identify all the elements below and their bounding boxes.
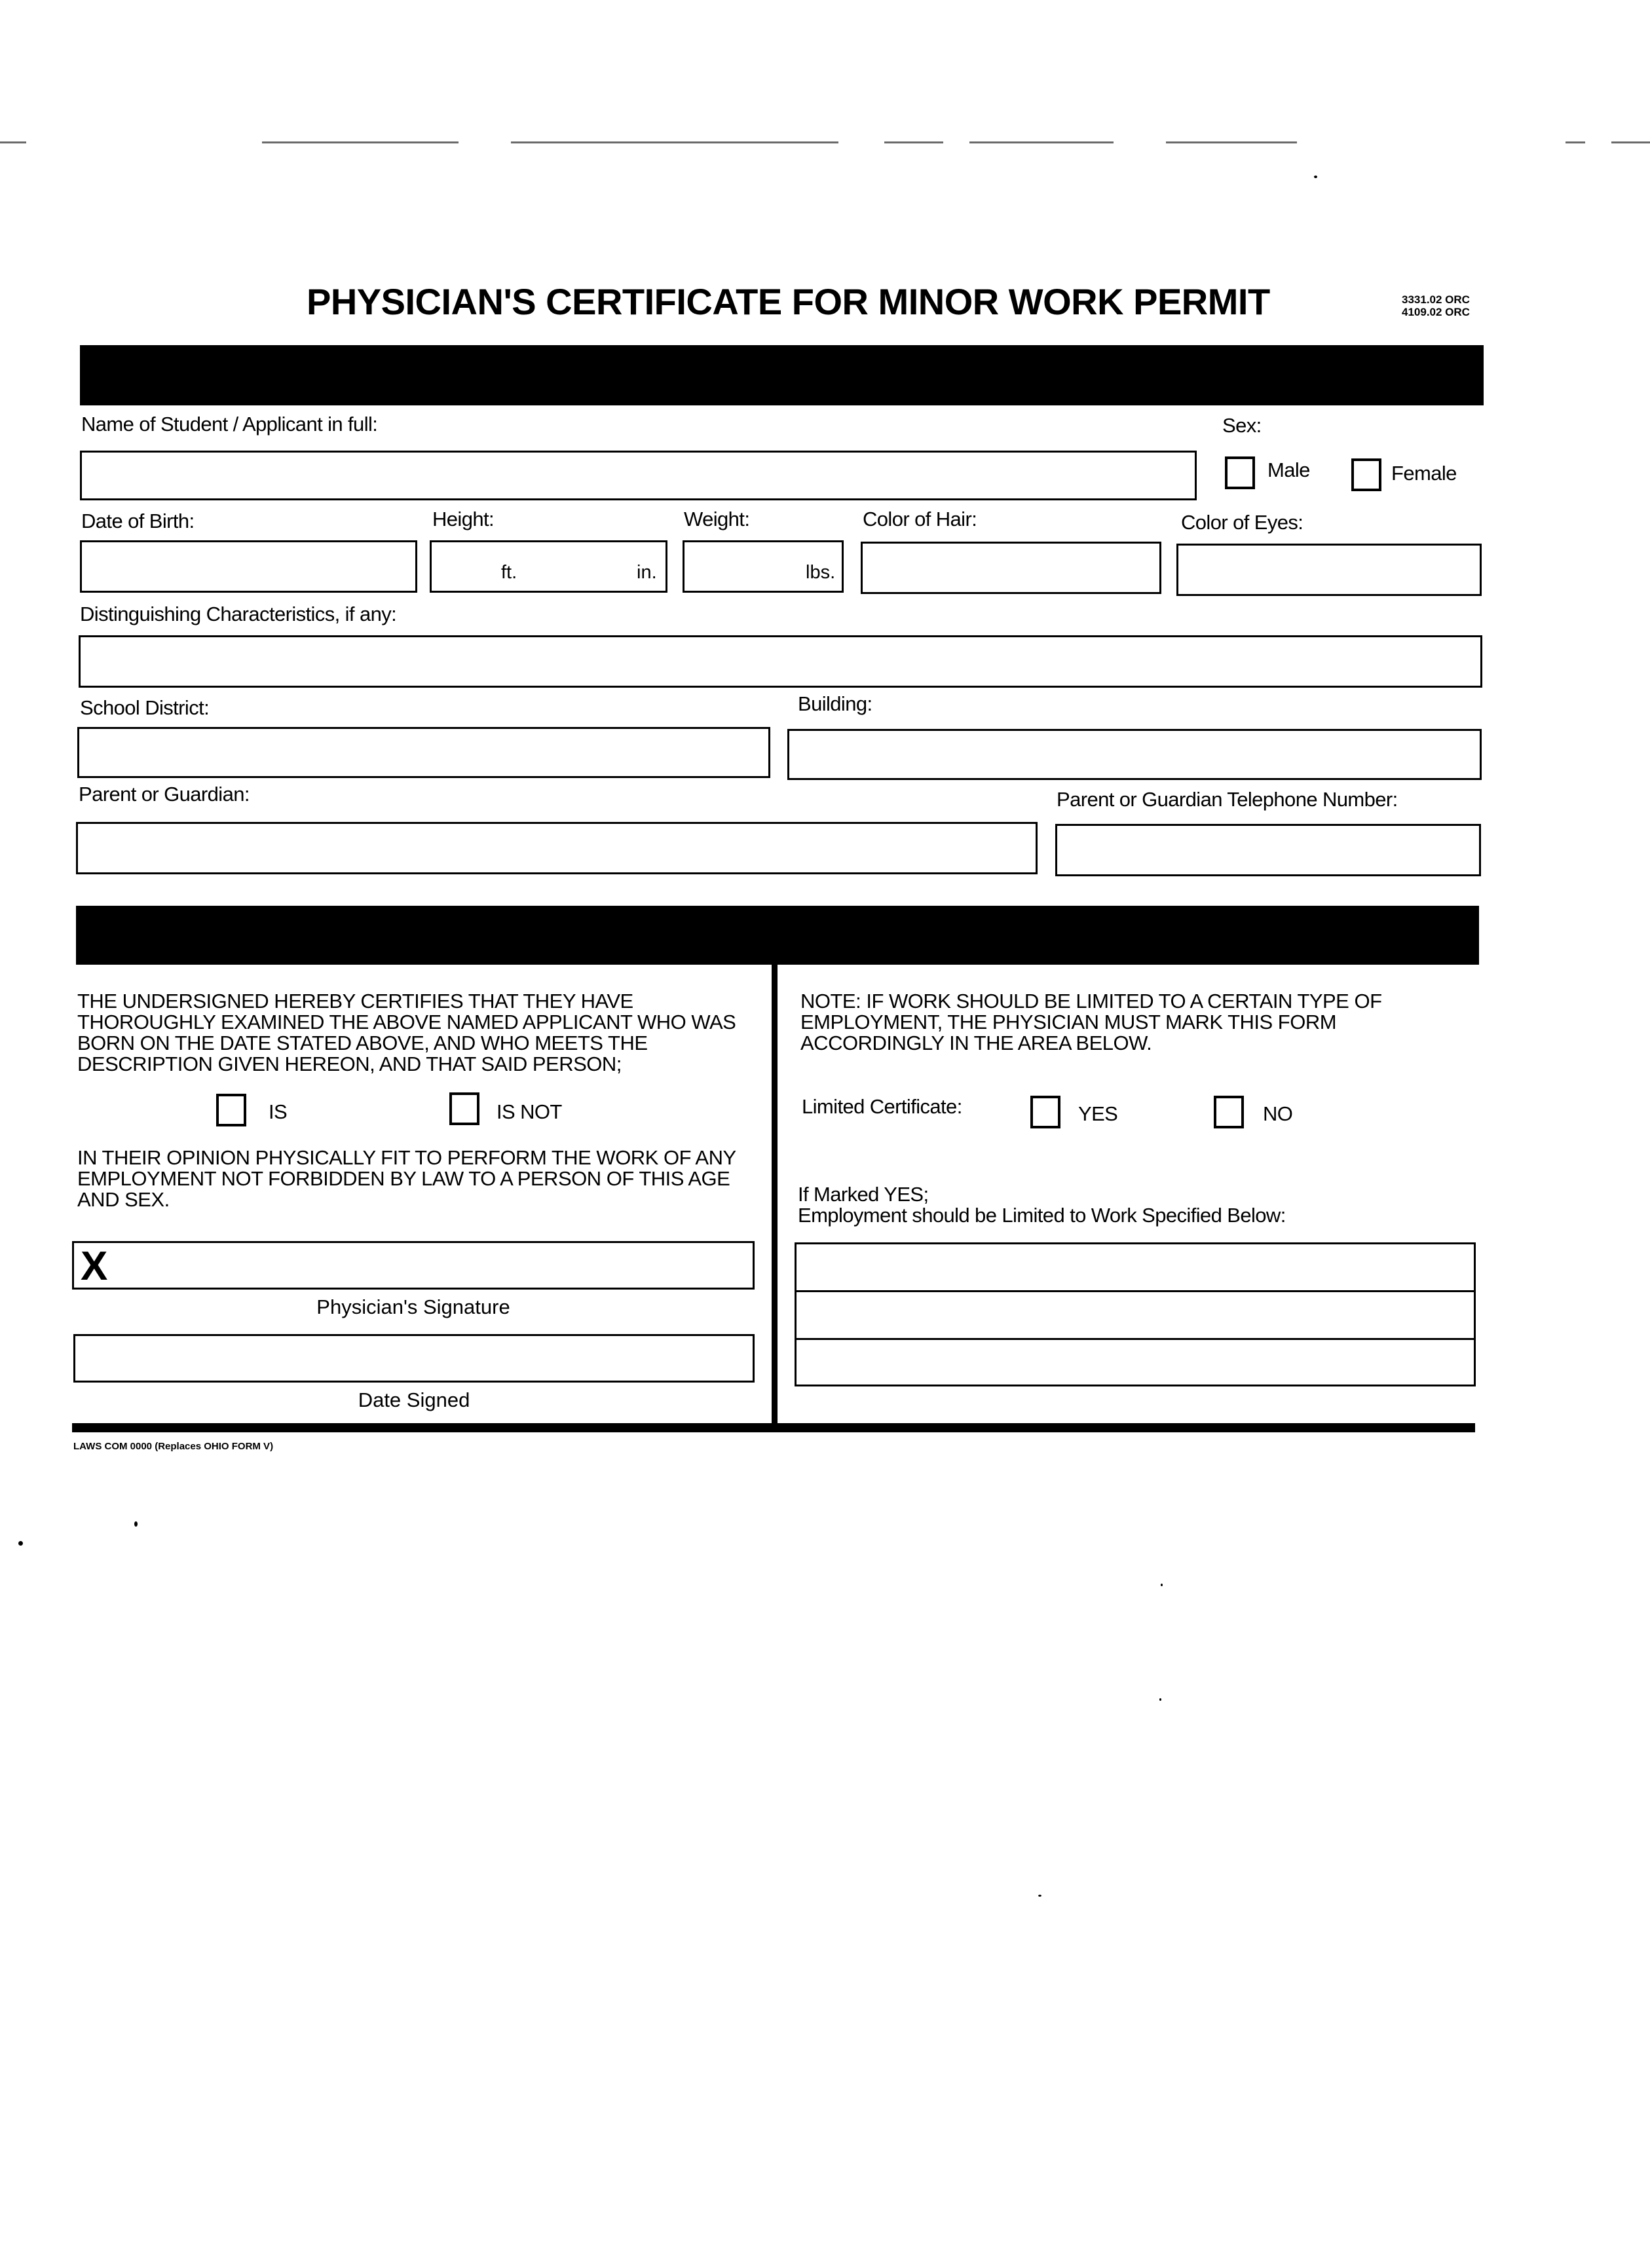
scan-artifact <box>884 141 943 143</box>
female-checkbox[interactable] <box>1351 458 1381 491</box>
guardian-label: Parent or Guardian: <box>79 783 250 806</box>
statute-code: 4109.02 ORC <box>1402 306 1470 318</box>
is-not-label: IS NOT <box>497 1100 562 1123</box>
eyes-field[interactable] <box>1176 544 1482 596</box>
date-signed-caption: Date Signed <box>358 1388 470 1411</box>
signature-field[interactable] <box>72 1241 755 1290</box>
height-field[interactable] <box>430 540 667 593</box>
signature-caption: Physician's Signature <box>316 1295 510 1318</box>
work-specification-line-2[interactable] <box>797 1292 1474 1338</box>
guardian-phone-label: Parent or Guardian Telephone Number: <box>1057 788 1398 811</box>
limitation-note: NOTE: IF WORK SHOULD BE LIMITED TO A CERTAIN TYPE OF EMPLOYMENT, THE PHYSICIAN MUST MARK THIS FORM ACCORDINGLY IN THE AREA BELOW. <box>800 990 1382 1054</box>
scan-artifact <box>1566 141 1585 143</box>
section-header-bar <box>76 906 1479 965</box>
dob-field[interactable] <box>80 540 417 593</box>
scan-speck <box>1161 1584 1163 1586</box>
building-field[interactable] <box>787 729 1482 780</box>
bottom-rule <box>72 1423 1475 1432</box>
scan-artifact <box>1166 141 1297 143</box>
no-checkbox[interactable] <box>1214 1096 1244 1128</box>
is-not-checkbox[interactable] <box>449 1092 479 1125</box>
scan-artifact <box>1611 141 1650 143</box>
male-checkbox[interactable] <box>1225 456 1255 489</box>
form-title: PHYSICIAN'S CERTIFICATE FOR MINOR WORK PERMIT <box>307 281 1270 322</box>
employment-limit-label: Employment should be Limited to Work Specified Below: <box>798 1204 1286 1227</box>
dob-label: Date of Birth: <box>81 510 195 532</box>
weight-unit: lbs. <box>806 562 836 583</box>
male-label: Male <box>1267 458 1310 481</box>
scan-speck <box>1314 176 1317 178</box>
fitness-opinion: IN THEIR OPINION PHYSICALLY FIT TO PERFORM THE WORK OF ANY EMPLOYMENT NOT FORBIDDEN BY LAW TO A PERSON OF THIS AGE AND SEX. <box>77 1146 736 1211</box>
building-label: Building: <box>798 692 872 715</box>
name-label: Name of Student / Applicant in full: <box>81 413 378 436</box>
column-divider <box>772 965 778 1426</box>
guardian-field[interactable] <box>76 822 1038 874</box>
height-label: Height: <box>432 508 495 530</box>
scan-speck <box>1038 1895 1041 1897</box>
work-specification-line-3[interactable] <box>797 1340 1474 1385</box>
scan-artifact <box>511 141 838 143</box>
inches-unit: in. <box>637 562 657 583</box>
hair-label: Color of Hair: <box>863 508 977 530</box>
name-field[interactable] <box>80 451 1197 500</box>
if-marked-label: If Marked YES; <box>798 1183 929 1206</box>
hair-field[interactable] <box>861 542 1161 594</box>
district-field[interactable] <box>77 727 770 778</box>
is-checkbox[interactable] <box>216 1094 246 1126</box>
yes-label: YES <box>1078 1102 1118 1125</box>
form-id: LAWS COM 0000 (Replaces OHIO FORM V) <box>73 1441 274 1452</box>
section-header-bar <box>80 345 1484 405</box>
feet-unit: ft. <box>501 562 517 583</box>
characteristics-label: Distinguishing Characteristics, if any: <box>80 603 397 625</box>
scan-speck <box>134 1521 138 1527</box>
weight-label: Weight: <box>684 508 750 530</box>
guardian-phone-field[interactable] <box>1055 824 1481 876</box>
is-label: IS <box>269 1100 288 1123</box>
scan-artifact <box>262 141 459 143</box>
female-label: Female <box>1391 462 1457 485</box>
signature-x-mark: X <box>81 1244 108 1289</box>
work-specification-line-1[interactable] <box>797 1244 1474 1290</box>
limited-certificate-label: Limited Certificate: <box>802 1095 962 1118</box>
certification-statement: THE UNDERSIGNED HEREBY CERTIFIES THAT THEY HAVE THOROUGHLY EXAMINED THE ABOVE NAMED APPLICANT WHO WAS BORN ON THE DATE STATED ABOVE, AND WHO MEETS THE DESCRIPTION GIVEN HEREON, AND THAT SAID PERSON; <box>77 990 736 1075</box>
characteristics-field[interactable] <box>79 635 1482 688</box>
district-label: School District: <box>80 696 210 719</box>
eyes-label: Color of Eyes: <box>1181 511 1303 534</box>
date-signed-field[interactable] <box>73 1334 755 1383</box>
statute-code: 3331.02 ORC <box>1402 293 1470 306</box>
yes-checkbox[interactable] <box>1030 1096 1060 1128</box>
scan-artifact <box>0 141 26 143</box>
scan-speck <box>1159 1698 1161 1701</box>
scan-speck <box>18 1541 23 1546</box>
scan-artifact <box>969 141 1114 143</box>
no-label: NO <box>1263 1102 1293 1125</box>
sex-label: Sex: <box>1222 414 1262 437</box>
statute-codes <box>1402 293 1470 318</box>
